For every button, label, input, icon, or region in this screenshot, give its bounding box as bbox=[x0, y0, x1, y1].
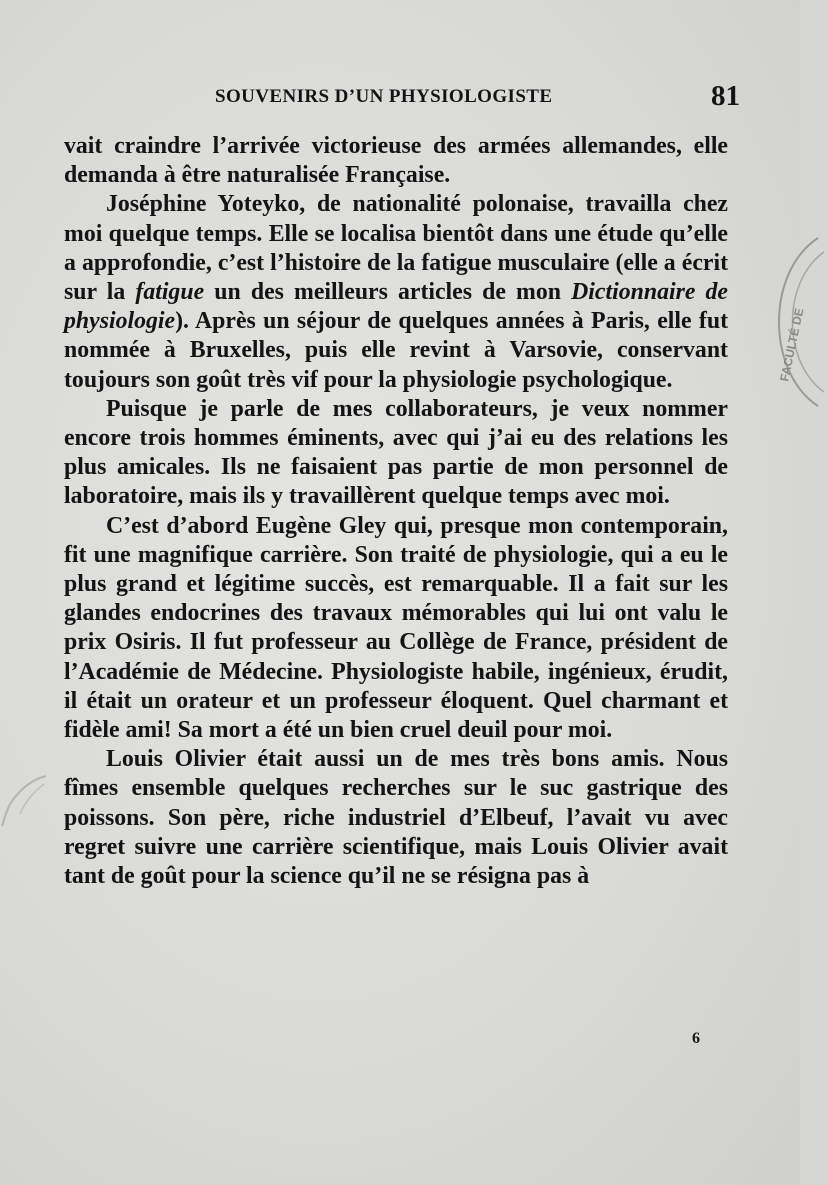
paragraph bbox=[64, 512, 728, 746]
body-text bbox=[64, 132, 728, 891]
stamp-text: FACULTÉ DE bbox=[777, 306, 807, 383]
signature-mark: 6 bbox=[692, 1030, 700, 1047]
page-number: 81 bbox=[711, 80, 740, 112]
paragraph-text: Joséphine Yoteyko, de nationalité polonaise, travailla chez moi quelque temps. Elle se localisa bientôt dans une étude qu’elle a approfondie, c’est l’histoire de la fatigue musculaire (elle a écrit sur la bbox=[64, 191, 728, 306]
italic-text: Dictionnaire de physiologie bbox=[64, 279, 728, 335]
paragraph-text: Puisque je parle de mes collaborateurs, je veux nommer encore trois hommes éminents, avec qui j’ai eu des relations les plus amicales. Ils ne faisaient pas partie de mon personnel de laboratoire, mais ils y travaillèrent quelque temps avec moi. bbox=[64, 395, 728, 510]
library-stamp bbox=[758, 232, 828, 412]
paragraph bbox=[64, 395, 728, 512]
paragraph bbox=[64, 190, 728, 394]
paragraph-text: un des meilleurs articles de mon bbox=[204, 279, 572, 306]
italic-text: fatigue bbox=[135, 279, 205, 306]
paragraph bbox=[64, 132, 728, 190]
paragraph-text: C’est d’abord Eugène Gley qui, presque mon contemporain, fit une magnifique carrière. Son traité de physiologie, qui a eu le plus grand et légitime succès, est remarquable. Il a fait sur les glandes endocrines des travaux mémorables qui lui ont valu le prix Osiris. Il fut professeur au Collège de France, président de l’Académie de Médecine. Physiologiste habile, ingénieux, érudit, il était un orateur et un professeur éloquent. Quel charmant et fidèle ami! Sa mort a été un bien cruel deuil pour moi. bbox=[64, 512, 728, 744]
running-head: SOUVENIRS D’UN PHYSIOLOGISTE bbox=[215, 86, 553, 107]
paragraph-text: ). Après un séjour de quelques années à Paris, elle fut nommée à Bruxelles, puis elle revint à Varsovie, conservant toujours son goût très vif pour la physiologie psychologique. bbox=[64, 308, 728, 393]
paragraph-text: vait craindre l’arrivée victorieuse des armées allemandes, elle demanda à être naturalisée Française. bbox=[64, 133, 728, 189]
paragraph bbox=[64, 745, 728, 891]
paragraph-text: Louis Olivier était aussi un de mes très bons amis. Nous fîmes ensemble quelques recherches sur le suc gastrique des poissons. Son père, riche industriel d’Elbeuf, l’avait vu avec regret suivre une carrière scientifique, mais Louis Olivier avait tant de goût pour la science qu’il ne se résigna pas à bbox=[64, 746, 728, 890]
page-header bbox=[64, 80, 740, 116]
margin-pencil-mark bbox=[0, 770, 52, 830]
